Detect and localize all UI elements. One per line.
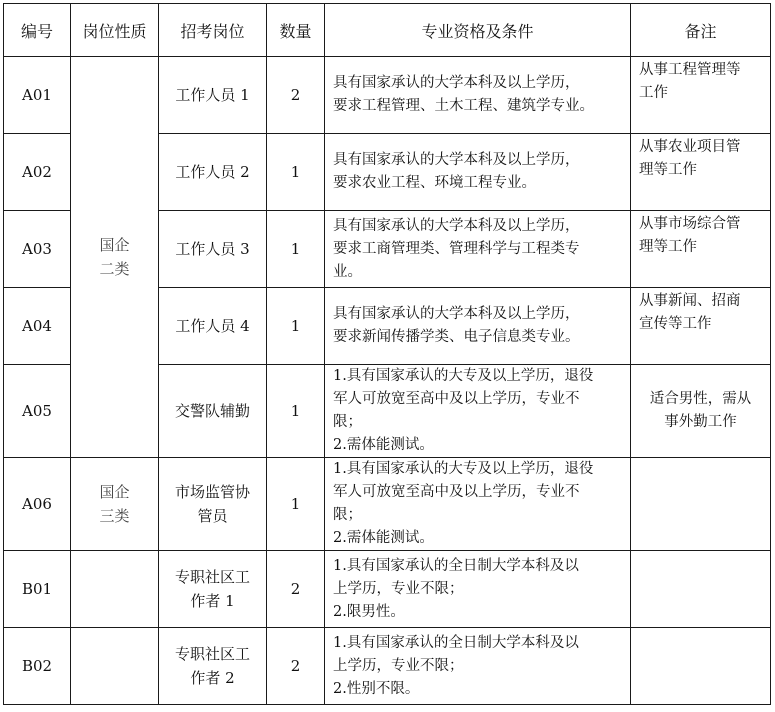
group-label: 三类 [99,507,130,525]
row-position: 专职社区工 作者 1 [159,551,267,628]
row-code: B02 [4,628,71,705]
row-notes: 从事市场综合管 理等工作 [631,211,771,288]
table-row [4,57,771,134]
row-position: 专职社区工 作者 2 [159,628,267,705]
row-notes: 从事工程管理等 工作 [631,57,771,134]
row-qualification: 具有国家承认的大学本科及以上学历， 要求农业工程、环境工程专业。 [325,134,631,211]
table-row [4,458,771,551]
row-notes [631,628,771,705]
row-notes [631,458,771,551]
recruitment-table [3,3,771,705]
row-count: 2 [267,57,325,134]
group-label: 国企 [99,236,130,254]
group-label: 二类 [99,260,130,278]
row-code: B01 [4,551,71,628]
table-row [4,628,771,705]
row-code: A03 [4,211,71,288]
header-position: 招考岗位 [159,4,267,57]
row-nature-empty [71,551,159,628]
row-code: A04 [4,288,71,365]
row-count: 1 [267,458,325,551]
group-label: 国企 [99,483,130,501]
header-code: 编号 [4,4,71,57]
row-nature-empty [71,628,159,705]
row-notes: 从事农业项目管 理等工作 [631,134,771,211]
row-position: 市场监管协 管员 [159,458,267,551]
row-position: 工作人员 1 [159,57,267,134]
row-qualification: 1.具有国家承认的全日制大学本科及以 上学历，专业不限； 2.性别不限。 [325,628,631,705]
header-nature: 岗位性质 [71,4,159,57]
row-code: A06 [4,458,71,551]
row-notes: 从事新闻、招商 宣传等工作 [631,288,771,365]
row-position: 工作人员 4 [159,288,267,365]
header-qualification: 专业资格及条件 [325,4,631,57]
row-qualification: 具有国家承认的大学本科及以上学历， 要求工商管理类、管理科学与工程类专 业。 [325,211,631,288]
row-position: 工作人员 3 [159,211,267,288]
row-qualification: 1.具有国家承认的大专及以上学历，退役 军人可放宽至高中及以上学历，专业不 限； 2.需体能测试。 [325,365,631,458]
group-nature-3 [71,458,159,551]
row-code: A02 [4,134,71,211]
header-count: 数量 [267,4,325,57]
row-code: A01 [4,57,71,134]
header-row [4,4,771,57]
row-position: 工作人员 2 [159,134,267,211]
row-count: 2 [267,551,325,628]
row-notes [631,551,771,628]
table-row [4,551,771,628]
row-qualification: 具有国家承认的大学本科及以上学历， 要求新闻传播学类、电子信息类专业。 [325,288,631,365]
row-count: 2 [267,628,325,705]
row-position: 交警队辅勤 [159,365,267,458]
header-notes: 备注 [631,4,771,57]
row-count: 1 [267,365,325,458]
row-count: 1 [267,134,325,211]
row-qualification: 1.具有国家承认的全日制大学本科及以 上学历，专业不限； 2.限男性。 [325,551,631,628]
row-count: 1 [267,288,325,365]
row-qualification: 具有国家承认的大学本科及以上学历， 要求工程管理、土木工程、建筑学专业。 [325,57,631,134]
group-nature-2 [71,57,159,458]
row-count: 1 [267,211,325,288]
row-code: A05 [4,365,71,458]
row-notes: 适合男性，需从 事外勤工作 [631,365,771,458]
row-qualification: 1.具有国家承认的大专及以上学历，退役 军人可放宽至高中及以上学历，专业不 限； 2.需体能测试。 [325,458,631,551]
